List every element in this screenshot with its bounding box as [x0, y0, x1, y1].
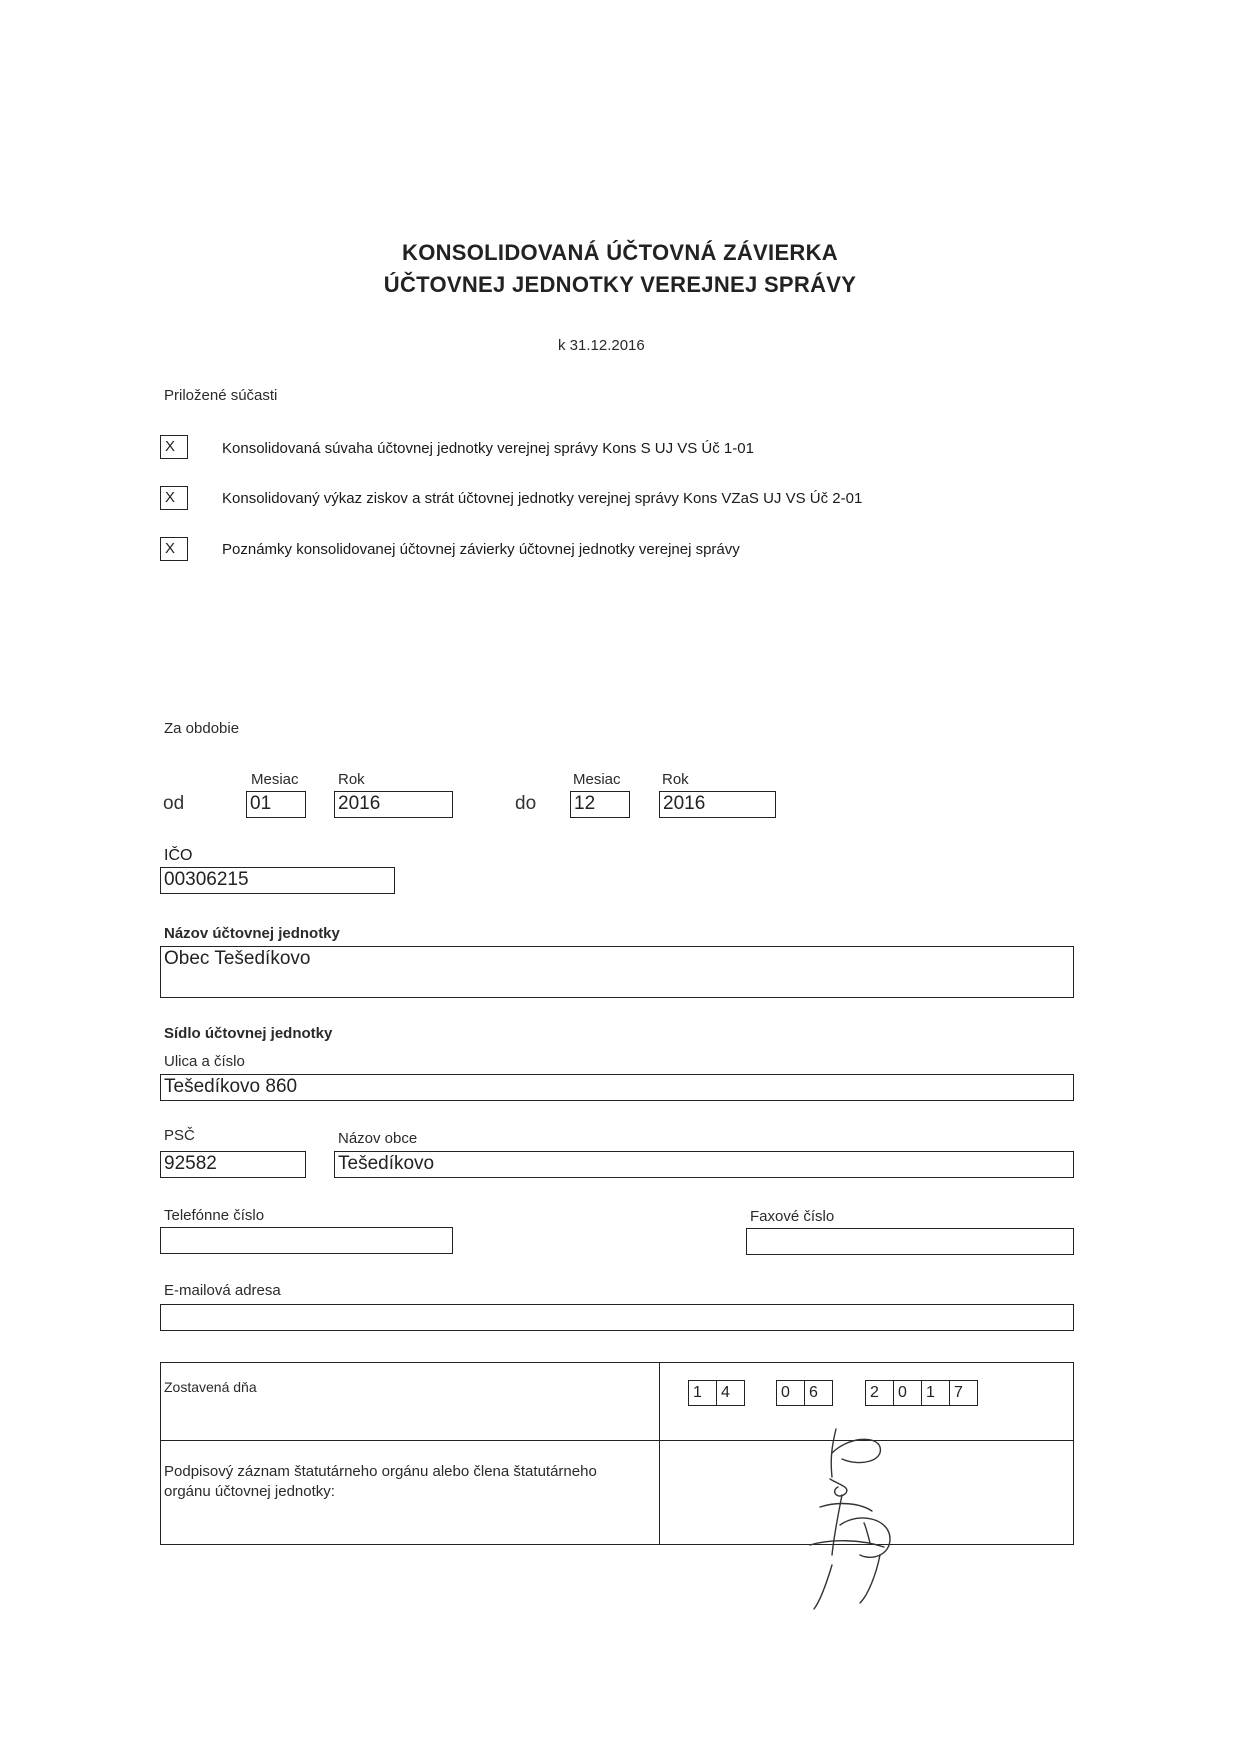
- attachment-label-notes: Poznámky konsolidovanej účtovnej závierky účtovnej jednotky verejnej správy: [222, 541, 740, 558]
- to-month-label: Mesiac: [573, 771, 621, 788]
- seat-heading: Sídlo účtovnej jednotky: [164, 1025, 333, 1042]
- compiled-year-digit-4[interactable]: 7: [949, 1380, 978, 1406]
- ico-field[interactable]: 00306215: [160, 867, 395, 894]
- to-year-label: Rok: [662, 771, 689, 788]
- from-label: od: [163, 793, 185, 814]
- from-month-field[interactable]: 01: [246, 791, 306, 818]
- attachment-label-profit-loss: Konsolidovaný výkaz ziskov a strát účtovnej jednotky verejnej správy Kons VZaS UJ VS Úč 2-01: [222, 490, 863, 507]
- from-year-label: Rok: [338, 771, 365, 788]
- attachment-checkbox-profit-loss[interactable]: X: [160, 486, 188, 510]
- from-year-field[interactable]: 2016: [334, 791, 453, 818]
- from-month-label: Mesiac: [251, 771, 299, 788]
- fax-label: Faxové číslo: [750, 1208, 835, 1225]
- compiled-day-digit-2[interactable]: 4: [716, 1380, 745, 1406]
- table-row-divider: [161, 1440, 1073, 1441]
- document-title-line2: ÚČTOVNEJ JEDNOTKY VEREJNEJ SPRÁVY: [383, 272, 857, 297]
- phone-label: Telefónne číslo: [164, 1207, 265, 1224]
- entity-name-line1-field[interactable]: Obec Tešedíkovo: [160, 946, 1074, 973]
- email-field[interactable]: [160, 1304, 1074, 1331]
- phone-field[interactable]: [160, 1227, 453, 1254]
- psc-field[interactable]: 92582: [160, 1151, 306, 1178]
- entity-name-label: Názov účtovnej jednotky: [164, 925, 340, 942]
- compiled-year-digit-2[interactable]: 0: [893, 1380, 922, 1406]
- entity-name-line2-field[interactable]: [160, 971, 1074, 998]
- report-date: k 31.12.2016: [558, 337, 645, 354]
- compiled-date-label: Zostavená dňa: [164, 1379, 257, 1395]
- psc-label: PSČ: [164, 1127, 195, 1144]
- compiled-year-digit-3[interactable]: 1: [921, 1380, 950, 1406]
- to-label: do: [515, 793, 537, 814]
- fax-field[interactable]: [746, 1228, 1074, 1255]
- to-year-field[interactable]: 2016: [659, 791, 776, 818]
- compiled-signature-table: [160, 1362, 1074, 1545]
- document-title-line1: KONSOLIDOVANÁ ÚČTOVNÁ ZÁVIERKA: [402, 240, 838, 265]
- compiled-year-digit-1[interactable]: 2: [865, 1380, 894, 1406]
- period-heading: Za obdobie: [164, 720, 240, 737]
- compiled-month-digit-2[interactable]: 6: [804, 1380, 833, 1406]
- ico-label: IČO: [164, 847, 193, 864]
- handwritten-signature: [780, 1415, 930, 1615]
- attachment-checkbox-notes[interactable]: X: [160, 537, 188, 561]
- to-month-field[interactable]: 12: [570, 791, 630, 818]
- city-label: Názov obce: [338, 1130, 418, 1147]
- attachments-heading: Priložené súčasti: [164, 387, 278, 404]
- compiled-day-digit-1[interactable]: 1: [688, 1380, 717, 1406]
- signature-label-line2: orgánu účtovnej jednotky:: [164, 1483, 335, 1500]
- city-field[interactable]: Tešedíkovo: [334, 1151, 1074, 1178]
- email-label: E-mailová adresa: [164, 1282, 281, 1299]
- signature-label-line1: Podpisový záznam štatutárneho orgánu alebo člena štatutárneho: [164, 1463, 597, 1480]
- attachment-checkbox-balance[interactable]: X: [160, 435, 188, 459]
- attachment-label-balance: Konsolidovaná súvaha účtovnej jednotky verejnej správy Kons S UJ VS Úč 1-01: [222, 440, 754, 457]
- table-column-divider: [659, 1363, 660, 1544]
- compiled-month-digit-1[interactable]: 0: [776, 1380, 805, 1406]
- street-field[interactable]: Tešedíkovo 860: [160, 1074, 1074, 1101]
- street-label: Ulica a číslo: [164, 1053, 245, 1070]
